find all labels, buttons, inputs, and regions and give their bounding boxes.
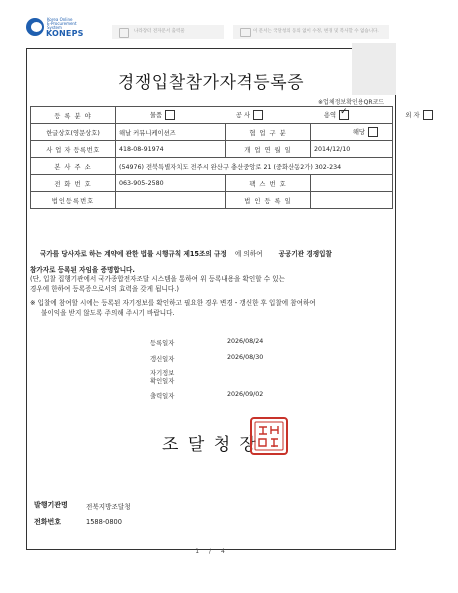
association-cell: 해당 [311, 124, 393, 141]
kind-foreign: 외 자 [380, 110, 458, 120]
page-separator: / [208, 548, 212, 555]
table-row [31, 107, 393, 124]
logo-subtitle: Korea Online E-Procurement System [47, 17, 77, 30]
print-notice-banner: 나라장터 전자문서 출력물 [112, 25, 224, 39]
table-row [31, 192, 393, 209]
company-name: 해날 커뮤니케이션즈 [116, 124, 226, 141]
koneps-logo [26, 18, 86, 42]
open-date: 2014/12/10 [311, 141, 393, 158]
hq-address: (54976) 전북특별자치도 전주시 완산구 충산중앙로 21 (중화산동2가) 302-234 [116, 158, 393, 175]
current-page: 1 [195, 548, 200, 555]
document-icon [119, 28, 129, 38]
cert-line-1: 국가를 당사자로 하는 계약에 관한 법률 시행규칙 제15조의 규정 에 의하여 공공기관 경쟁입찰 [40, 250, 332, 258]
agency-row: 발행기관명 전북지방조달청 [34, 501, 131, 511]
field-label: 전 화 번 호 [31, 175, 116, 192]
registration-info-table [30, 106, 420, 209]
field-label: 협 업 구 분 [226, 124, 311, 141]
kind-goods: 물품 [119, 110, 206, 120]
checkbox-goods[interactable] [165, 110, 175, 120]
notice-line-2: 불이익을 받지 않도록 주의해 주시기 바랍니다. [41, 308, 175, 317]
cert-line-2: 참가자로 등록된 자임을 증명합니다. [30, 265, 135, 274]
kind-service: 용역✓ [293, 110, 380, 120]
business-kind-options [116, 107, 420, 124]
field-label: 등 록 분 야 [31, 107, 116, 124]
checkbox-service[interactable] [339, 110, 349, 120]
field-label: 사 업 자 등록번호 [31, 141, 116, 158]
table-row [31, 141, 393, 158]
qr-note: ※업체정보확인용QR코드 [318, 99, 385, 106]
cert-line-3: (단, 입찰 집행기관에서 국가종합전자조달 시스템을 통하여 위 등록내용을 확인할 수 있는 [30, 275, 285, 283]
cert-line-4: 경우에 한하여 등록증으로서의 효력을 갖게 됩니다.) [30, 284, 179, 293]
field-label: 법인등록번호 [31, 192, 116, 209]
official-seal-icon [249, 416, 289, 456]
checkbox-construction[interactable] [253, 110, 263, 120]
tel-row: 전화번호 1588-0800 [34, 518, 122, 526]
field-label: 법 인 등 록 일 [226, 192, 311, 209]
document-title: 경쟁입찰참가자격등록증 [117, 73, 305, 93]
notice-line-1: ※ 입찰에 참여할 시에는 등록된 자기정보를 확인하고 필요한 경우 변경・갱신한 후 입찰에 참여하여 [30, 299, 316, 307]
field-label: 팩 스 번 호 [226, 175, 311, 192]
business-number: 418-08-91974 [116, 141, 226, 158]
phone-number: 063-905-2580 [116, 175, 226, 192]
page-indicator [0, 548, 420, 555]
issuer-name: 조 달 청 장 [162, 435, 258, 455]
monitor-icon [240, 28, 251, 37]
corp-number [116, 192, 226, 209]
table-row [31, 175, 393, 192]
total-pages: 4 [220, 548, 225, 555]
kind-construction: 공 사 [206, 110, 293, 120]
top-bar [0, 0, 420, 40]
corp-reg-date [311, 192, 393, 209]
field-label: 한글상호(영문상호) [31, 124, 116, 141]
field-label: 개 업 연 월 일 [226, 141, 311, 158]
logo-name: KONEPS [46, 29, 84, 38]
copy-warning-banner: 이 문서는 국달청의 동의 없이 수정, 변경 및 복사할 수 없습니다. [233, 25, 389, 39]
checkbox-association[interactable] [368, 127, 378, 137]
certification-text [30, 250, 392, 318]
checkbox-foreign[interactable] [423, 110, 433, 120]
fax-number [311, 175, 393, 192]
table-row [31, 158, 393, 175]
field-label: 본 사 주 소 [31, 158, 116, 175]
table-row [31, 124, 393, 141]
